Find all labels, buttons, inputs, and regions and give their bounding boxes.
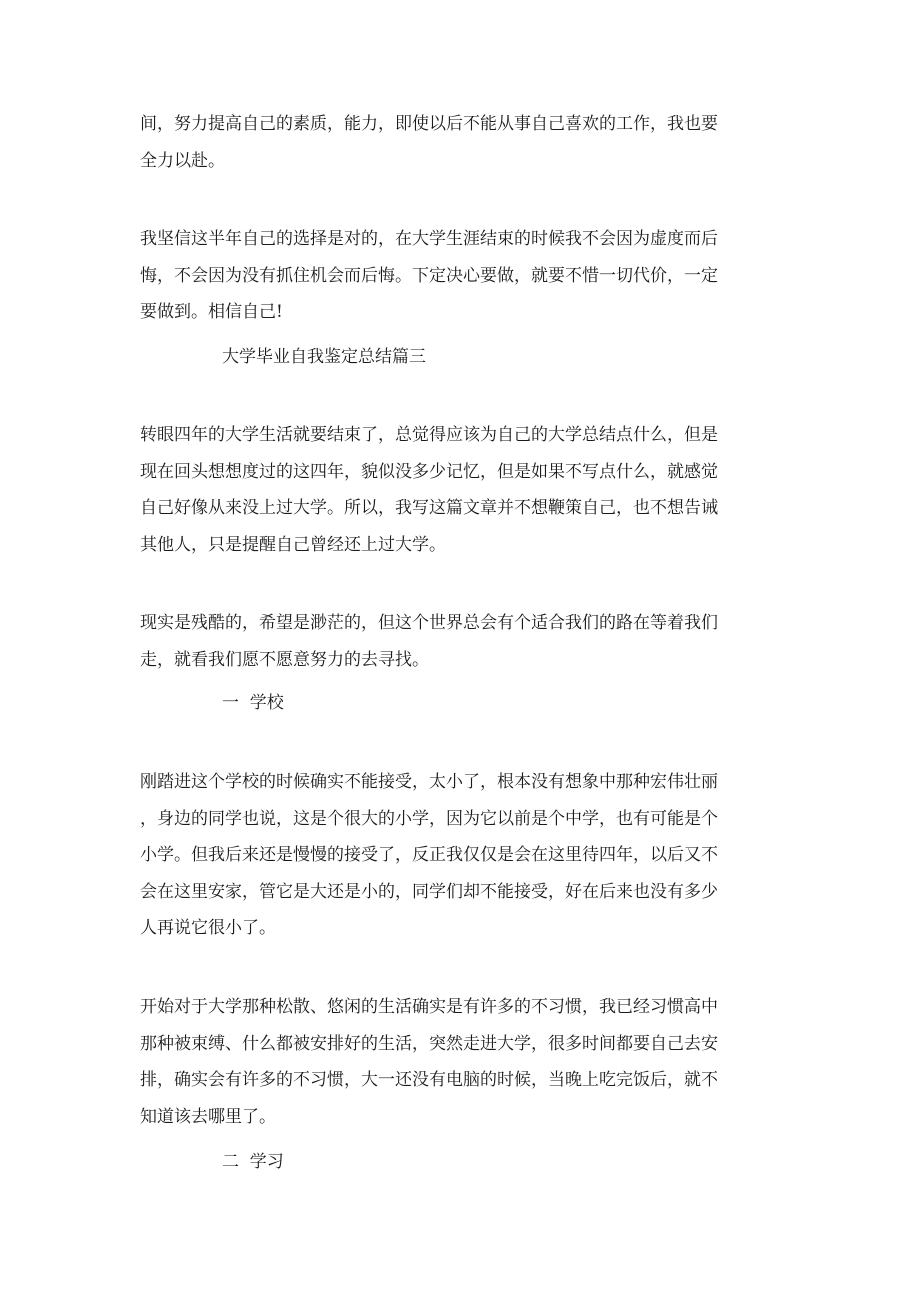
paragraph-line: 我坚信这半年自己的选择是对的，在大学生涯结束的时候我不会因为虚度而后 <box>140 229 718 249</box>
paragraph-line: 全力以赴。 <box>140 150 225 171</box>
paragraph-line: 小学。但我后来还是慢慢的接受了，反正我仅仅是会在这里待四年，以后又不 <box>140 845 718 865</box>
paragraph-3 <box>140 417 780 563</box>
paragraph-line: 间，努力提高自己的素质，能力，即使以后不能从事自己喜欢的工作，我也要 <box>140 114 718 134</box>
paragraph-line: 现实是残酷的，希望是渺茫的，但这个世界总会有个适合我们的路在等着我们 <box>140 613 718 633</box>
paragraph-4 <box>140 605 780 678</box>
paragraph-line: 现在回头想想度过的这四年，貌似没多少记忆，但是如果不写点什么，就感觉 <box>140 461 718 482</box>
paragraph-line: 悔，不会因为没有抓住机会而后悔。下定决心要做，就要不惜一切代价，一定 <box>140 265 718 286</box>
paragraph-line: 刚踏进这个学校的时候确实不能接受，太小了，根本没有想象中那种宏伟壮丽 <box>140 772 718 792</box>
paragraph-line: 其他人，只是提醒自己曾经还上过大学。 <box>140 534 446 555</box>
section-heading-school: 一 学校 <box>222 693 284 713</box>
paragraph-line: 会在这里安家，管它是大还是小的，同学们却不能接受，好在后来也没有多少 <box>140 881 718 902</box>
paragraph-line: ，身边的同学也说，这是个很大的小学，因为它以前是个中学，也有可能是个 <box>140 808 718 829</box>
paragraph-line: 那种被束缚、什么都被安排好的生活，突然走进大学，很多时间都要自己去安 <box>140 1033 718 1054</box>
paragraph-line: 开始对于大学那种松散、悠闲的生活确实是有许多的不习惯，我已经习惯高中 <box>140 997 718 1017</box>
paragraph-line: 要做到。相信自己! <box>140 302 283 322</box>
paragraph-line: 转眼四年的大学生活就要结束了，总觉得应该为自己的大学总结点什么，但是 <box>140 425 718 445</box>
paragraph-5 <box>140 764 780 947</box>
paragraph-line: 排，确实会有许多的不习惯，大一还没有电脑的时候，当晚上吃完饭后，就不 <box>140 1070 718 1090</box>
paragraph-6 <box>140 989 780 1135</box>
paragraph-2 <box>140 221 780 331</box>
article-heading: 大学毕业自我鉴定总结篇三 <box>222 347 426 367</box>
paragraph-1 <box>140 106 780 179</box>
paragraph-line: 自己好像从来没上过大学。所以，我写这篇文章并不想鞭策自己，也不想告诫 <box>140 498 718 518</box>
section-heading-study: 二 学习 <box>222 1152 284 1172</box>
paragraph-line: 走，就看我们愿不愿意努力的去寻找。 <box>140 649 429 670</box>
paragraph-line: 知道该去哪里了。 <box>140 1106 276 1127</box>
paragraph-line: 人再说它很小了。 <box>140 918 276 938</box>
